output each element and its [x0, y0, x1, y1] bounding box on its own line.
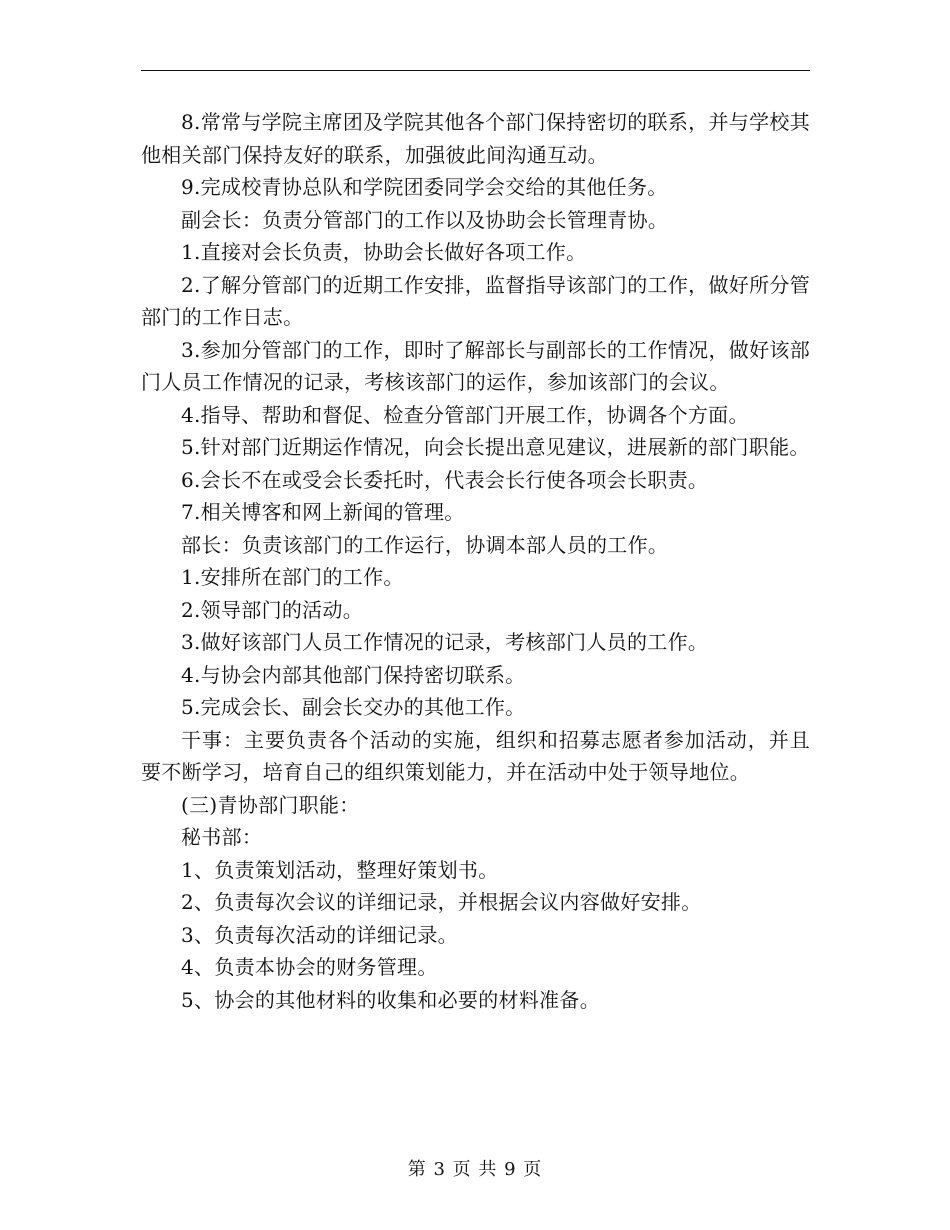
paragraph: 1、负责策划活动，整理好策划书。 — [181, 857, 499, 882]
page-footer: 第 3 页 共 9 页 — [407, 1159, 543, 1180]
paragraph: 8.常常与学院主席团及学院其他各个部门保持密切的联系，并与学校其他相关部门保持友好的联系，加强彼此间沟通互动。 — [141, 110, 810, 167]
paragraph: 5.针对部门近期运作情况，向会长提出意见建议，进展新的部门职能。 — [181, 435, 810, 459]
paragraph: 2、负责每次会议的详细记录，并根据会议内容做好安排。 — [181, 890, 702, 914]
paragraph: 9.完成校青协总队和学院团委同学会交给的其他任务。 — [181, 175, 668, 199]
paragraph: 部长：负责该部门的工作运行，协调本部人员的工作。 — [181, 532, 669, 557]
paragraph: 秘书部： — [181, 825, 263, 849]
header-rule — [141, 70, 810, 71]
paragraph: 4、负责本协会的财务管理。 — [181, 955, 438, 979]
paragraph: 1.安排所在部门的工作。 — [181, 565, 404, 589]
paragraph: 6.会长不在或受会长委托时，代表会长行使各项会长职责。 — [181, 467, 709, 492]
paragraph: 5、协会的其他材料的收集和必要的材料准备。 — [181, 987, 601, 1012]
paragraph: 2.了解分管部门的近期工作安排，监督指导该部门的工作，做好所分管部门的工作日志。 — [141, 272, 810, 329]
paragraph: 3.做好该部门人员工作情况的记录，考核部门人员的工作。 — [181, 630, 709, 654]
paragraph: 3.参加分管部门的工作，即时了解部长与副部长的工作情况，做好该部门人员工作情况的记录，考核该部门的运作，参加该部门的会议。 — [141, 337, 810, 394]
paragraph: 4.与协会内部其他部门保持密切联系。 — [181, 662, 526, 687]
paragraph: 5.完成会长、副会长交办的其他工作。 — [181, 695, 526, 719]
paragraph: 干事：主要负责各个活动的实施，组织和招募志愿者参加活动，并且要不断学习，培育自己的组织策划能力，并在活动中处于领导地位。 — [141, 727, 810, 784]
paragraph: 副会长：负责分管部门的工作以及协助会长管理青协。 — [181, 207, 669, 232]
document-body — [141, 106, 810, 1016]
paragraph: 3、负责每次活动的详细记录。 — [181, 922, 458, 947]
paragraph: 1.直接对会长负责，协助会长做好各项工作。 — [181, 240, 587, 264]
paragraph: (三)青协部门职能： — [181, 792, 360, 817]
paragraph: 7.相关博客和网上新闻的管理。 — [181, 500, 465, 524]
paragraph: 2.领导部门的活动。 — [181, 597, 364, 622]
paragraph: 4.指导、帮助和督促、检查分管部门开展工作，协调各个方面。 — [181, 402, 749, 427]
